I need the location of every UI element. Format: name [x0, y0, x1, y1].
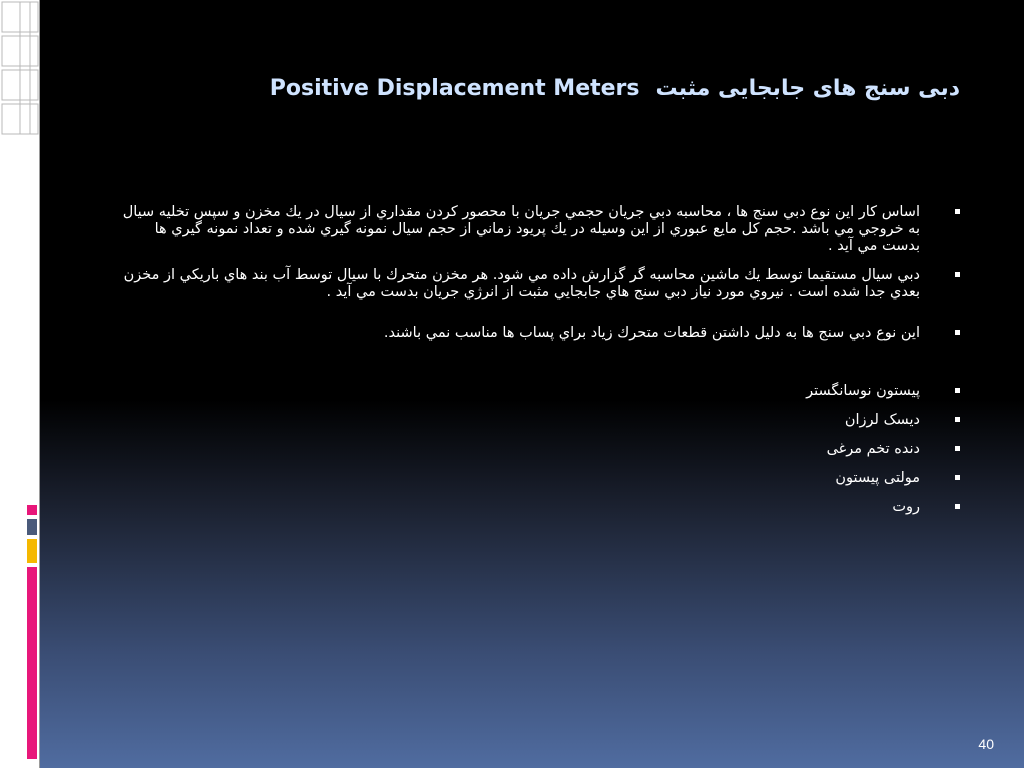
- list-item-text: اين نوع دبي سنج ها به دليل داشتن قطعات متحرك زياد براي پساب ها مناسب نمي باشند.: [383, 325, 920, 341]
- title-persian: دبی سنج های جابجایی مثبت: [655, 76, 960, 101]
- bullet-marker-icon: [955, 388, 960, 393]
- page-number: 40: [978, 736, 994, 752]
- list-item: [120, 470, 960, 487]
- list-item-text: اساس كار اين نوع دبي سنج ها ، محاسبه دبي جريان حجمي جريان با محصور كردن مقداري از سيال در يك مخزن و سپس تخليه سيال به خروجي مي باشد .حجم كل مايع عبوري از اين وسيله در يك پريود زماني از حجم سيال نمونه گيري شده و تعداد نمونه گيري ها بدست مي آيد .: [122, 204, 920, 254]
- side-panel: [0, 0, 40, 768]
- grid-decoration: [0, 0, 40, 140]
- bullet-marker-icon: [955, 446, 960, 451]
- list-item-text: روت: [892, 499, 920, 515]
- list-item-text: پیستون نوسانگستر: [806, 383, 920, 399]
- accent-stripe: [27, 567, 37, 759]
- list-item: [120, 267, 960, 301]
- bullet-marker-icon: [955, 504, 960, 509]
- list-item: [120, 441, 960, 458]
- list-item-text: دبي سيال مستقيما توسط يك ماشين محاسبه گر گزارش داده مي شود. هر مخزن متحرك با سيال توسط آب بند هاي باريكي از مخزن بعدي جدا شده است . نيروي مورد نياز دبي سنج هاي جابجايي مثبت از انرژي جريان بدست مي آيد .: [123, 267, 920, 300]
- list-item-text: دنده تخم مرغی: [826, 441, 920, 457]
- list-item-text: دیسک لرزان: [844, 412, 920, 428]
- bullet-marker-icon: [955, 272, 960, 277]
- list-item: [120, 325, 960, 342]
- accent-stripe: [27, 519, 37, 535]
- list-item: [120, 499, 960, 516]
- list-item: [120, 383, 960, 400]
- list-item: [120, 204, 960, 255]
- accent-stripe: [27, 505, 37, 515]
- title-english: Positive Displacement Meters: [269, 76, 640, 101]
- bullet-marker-icon: [955, 417, 960, 422]
- bullet-marker-icon: [955, 330, 960, 335]
- bullet-marker-icon: [955, 475, 960, 480]
- bullet-list: [120, 204, 960, 516]
- bullet-marker-icon: [955, 209, 960, 214]
- slide-title: [150, 64, 960, 114]
- accent-stripes: [27, 505, 39, 760]
- list-item-text: مولتی پیستون: [835, 470, 920, 486]
- list-item: [120, 412, 960, 429]
- accent-stripe: [27, 539, 37, 563]
